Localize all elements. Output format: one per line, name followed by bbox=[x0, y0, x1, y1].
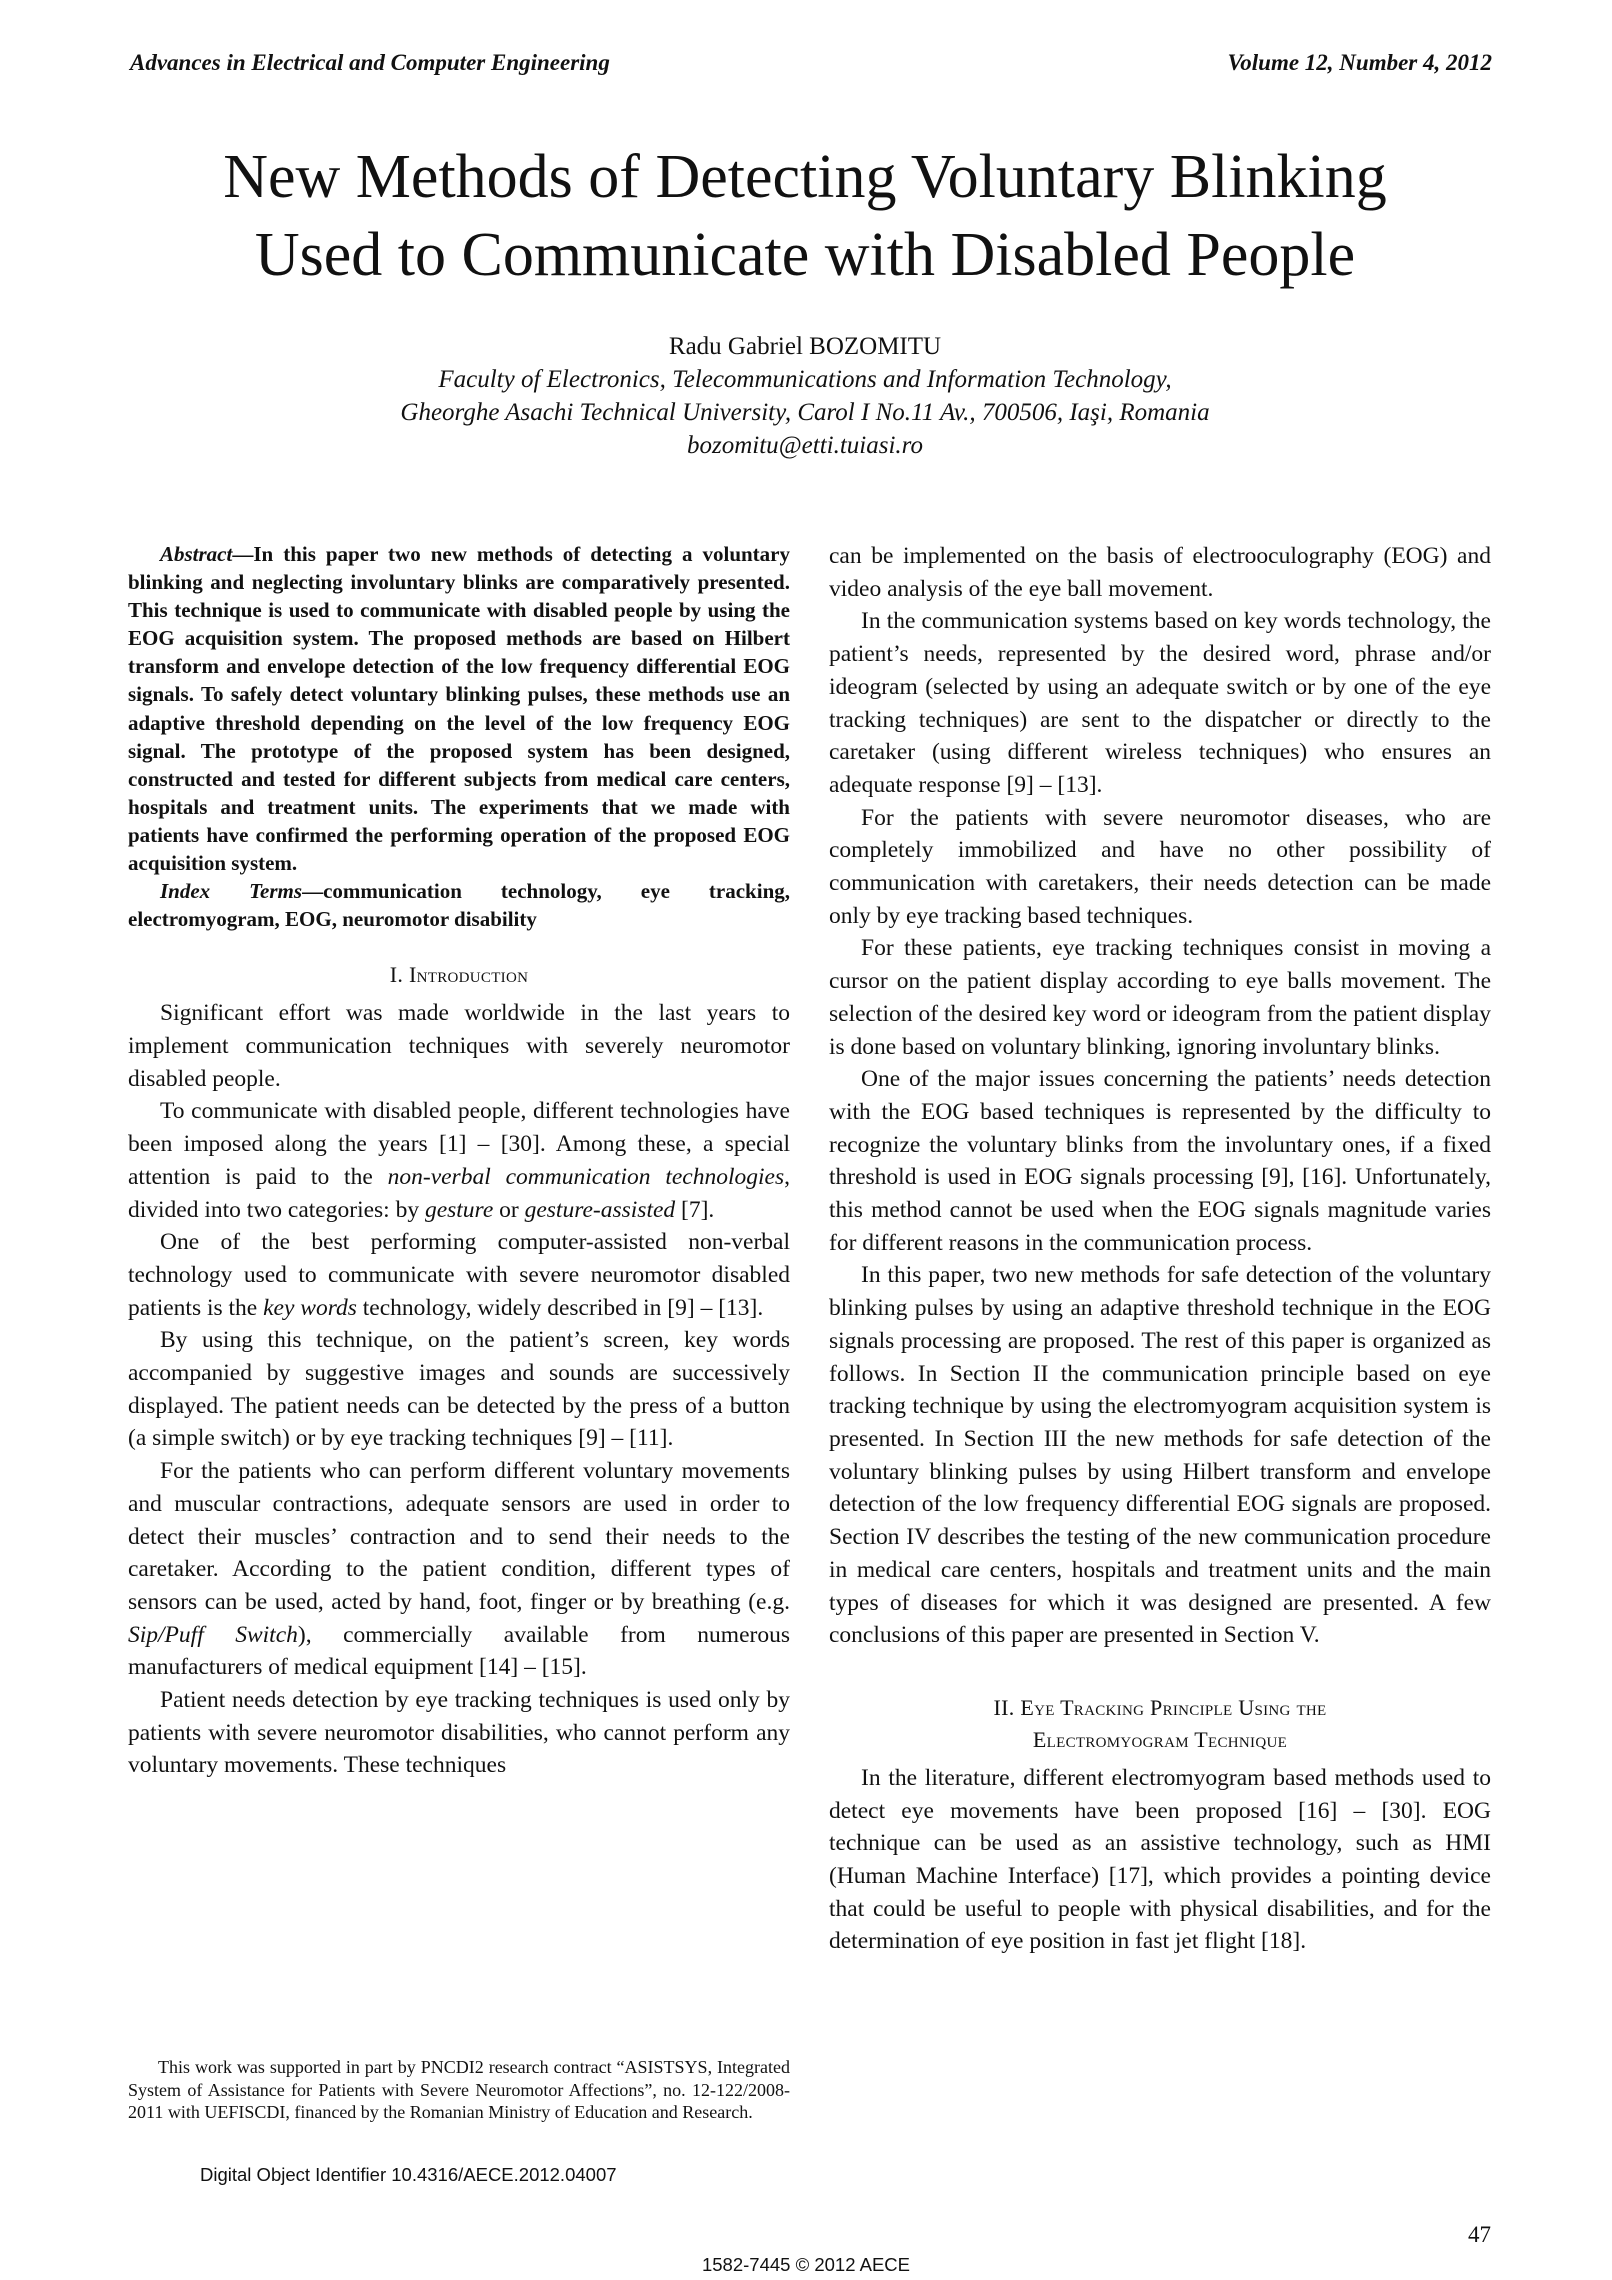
right-column bbox=[829, 540, 1491, 1958]
abstract-dash: — bbox=[232, 542, 254, 566]
index-terms-text: communication technology, eye tracking, electromyogram, EOG, neuromotor disability bbox=[128, 879, 790, 932]
intro-paragraph-10: One of the major issues concerning the patients’ needs detection with the EOG based techniques is represented by the difficulty to recognize the voluntary blinks from the involuntary ones, if a fixed threshold is used in EOG signals processing [9], [16]. Unfortunately, this method cannot be used when the EOG signals magnitude varies for different reasons in the communication process. bbox=[829, 1066, 1491, 1256]
affiliation-line-2: Gheorghe Asachi Technical University, Carol I No.11 Av., 700506, Iaşi, Romania bbox=[400, 399, 1210, 426]
author-email: bozomitu@etti.tuiasi.ro bbox=[687, 432, 923, 459]
intro-paragraph-1: Significant effort was made worldwide in the last years to implement communication techniques with severely neuromotor disabled people. bbox=[128, 1000, 790, 1092]
intro-paragraph-7: In the communication systems based on key words technology, the patient’s needs, represented by the desired word, phrase and/or ideogram (selected by using an adequate switch or by one of the eye tracking techniques) are sent to the dispatcher or directly to the caretaker (using different wireless techniques) who ensures an adequate response [9] – [13]. bbox=[829, 608, 1491, 798]
abstract-label: Abstract bbox=[160, 542, 233, 566]
volume-info: Volume 12, Number 4, 2012 bbox=[1227, 50, 1492, 75]
intro-paragraph-6-continued: can be implemented on the basis of electrooculography (EOG) and video analysis of the eye ball movement. bbox=[829, 543, 1491, 602]
affiliation-line-1: Faculty of Electronics, Telecommunications and Information Technology, bbox=[438, 366, 1172, 393]
abstract bbox=[128, 540, 790, 877]
intro-paragraph-11: In this paper, two new methods for safe detection of the voluntary blinking pulses by using an adaptive threshold technique in the EOG signals processing are proposed. The rest of this paper is organized as follows. In Section II the communication principle based on eye tracking technique by using the electromyogram acquisition system is presented. In Section III the new methods for safe detection of the voluntary blinking pulses by using Hilbert transform and envelope detection of the low frequency differential EOG signals are proposed. Section IV describes the testing of the new communication procedure in medical care centers, hospitals and treatment units and the main types of diseases for which it was designed are presented. A few conclusions of this paper are presented in Section V. bbox=[829, 1262, 1491, 1649]
index-terms-dash: — bbox=[302, 879, 324, 904]
section-1-number: I. bbox=[389, 962, 404, 988]
title-line-1: New Methods of Detecting Voluntary Blinking bbox=[223, 143, 1387, 211]
section-2-heading bbox=[829, 1692, 1491, 1756]
left-column bbox=[128, 540, 790, 1782]
funding-footnote: This work was supported in part by PNCDI2 research contract “ASISTSYS, Integrated System of Assistance for Patients with Severe Neuromotor Affections”, no. 12-122/2008-2011 with UEFISCDI, financed by the Romanian Ministry of Education and Research. bbox=[128, 2057, 790, 2122]
intro-paragraph-9: For these patients, eye tracking techniques consist in moving a cursor on the patient display according to eye balls movement. The selection of the desired key word or ideogram from the patient display is done based on voluntary blinking, ignoring involuntary blinks. bbox=[829, 935, 1491, 1060]
doi-line: Digital Object Identifier 10.4316/AECE.2012.04007 bbox=[200, 2164, 617, 2185]
copyright-line: 1582-7445 © 2012 AECE bbox=[701, 2254, 911, 2275]
section-1-title: Introduction bbox=[408, 962, 529, 988]
intro-paragraph-3: One of the best performing computer-assisted non-verbal technology used to communicate with severe neuromotor disabled patients is the key words technology, widely described in [9] – [13]. bbox=[128, 1229, 790, 1321]
page-number: 47 bbox=[1468, 2222, 1491, 2247]
title-line-2: Used to Communicate with Disabled People bbox=[254, 221, 1356, 289]
journal-name: Advances in Electrical and Computer Engineering bbox=[130, 50, 610, 75]
author-name: Radu Gabriel BOZOMITU bbox=[668, 333, 942, 360]
section-2-title-line-2: Electromyogram Technique bbox=[1032, 1726, 1288, 1752]
intro-paragraph-8: For the patients with severe neuromotor diseases, who are completely immobilized and have no other possibility of communication with caretakers, their needs detection can be made only by eye tracking based techniques. bbox=[829, 804, 1491, 929]
section-2-title-line-1: Eye Tracking Principle Using the bbox=[1020, 1694, 1327, 1720]
section-1-heading bbox=[128, 959, 790, 991]
author-block bbox=[130, 330, 1480, 462]
intro-paragraph-6: Patient needs detection by eye tracking techniques is used only by patients with severe neuromotor disabilities, who cannot perform any voluntary movements. These techniques bbox=[128, 1687, 790, 1779]
abstract-text: In this paper two new methods of detecting a voluntary blinking and neglecting involuntary blinks are comparatively presented. This technique is used to communicate with disabled people by using the EOG acquisition system. The proposed methods are based on Hilbert transform and envelope detection of the low frequency differential EOG signals. To safely detect voluntary blinking pulses, these methods use an adaptive threshold depending on the level of the low frequency EOG signal. The prototype of the proposed system has been designed, constructed and tested for different subjects from medical care centers, hospitals and treatment units. The experiments that we made with patients have confirmed the performing operation of the proposed EOG acquisition system. bbox=[128, 542, 790, 876]
running-header bbox=[130, 50, 1492, 86]
intro-paragraph-4: By using this technique, on the patient’s screen, key words accompanied by suggestive images and sounds are successively displayed. The patient needs can be detected by the press of a button (a simple switch) or by eye tracking techniques [9] – [11]. bbox=[128, 1327, 790, 1452]
section-2-number: II. bbox=[993, 1694, 1015, 1720]
section-2-paragraph-1: In the literature, different electromyogram based methods used to detect eye movements have been proposed [16] – [30]. EOG technique can be used as an assistive technology, such as HMI (Human Machine Interface) [17], which provides a pointing device that could be useful to people with physical disabilities, and for the determination of eye position in fast jet flight [18]. bbox=[829, 1764, 1491, 1955]
index-terms-label: Index Terms bbox=[160, 879, 303, 904]
index-terms bbox=[128, 877, 790, 933]
intro-paragraph-2: To communicate with disabled people, different technologies have been imposed along the years [1] – [30]. Among these, a special attention is paid to the non-verbal communication technologies, divided into two categories: by gesture or gesture-assisted [7]. bbox=[128, 1098, 790, 1223]
paper-title bbox=[130, 138, 1480, 294]
intro-paragraph-5: For the patients who can perform different voluntary movements and muscular contractions, adequate sensors are used in order to detect their muscles’ contraction and to send their needs to the caretaker. According to the patient condition, different types of sensors can be used, acted by hand, foot, finger or by breathing (e.g. Sip/Puff Switch), commercially available from numerous manufacturers of medical equipment [14] – [15]. bbox=[128, 1458, 790, 1681]
